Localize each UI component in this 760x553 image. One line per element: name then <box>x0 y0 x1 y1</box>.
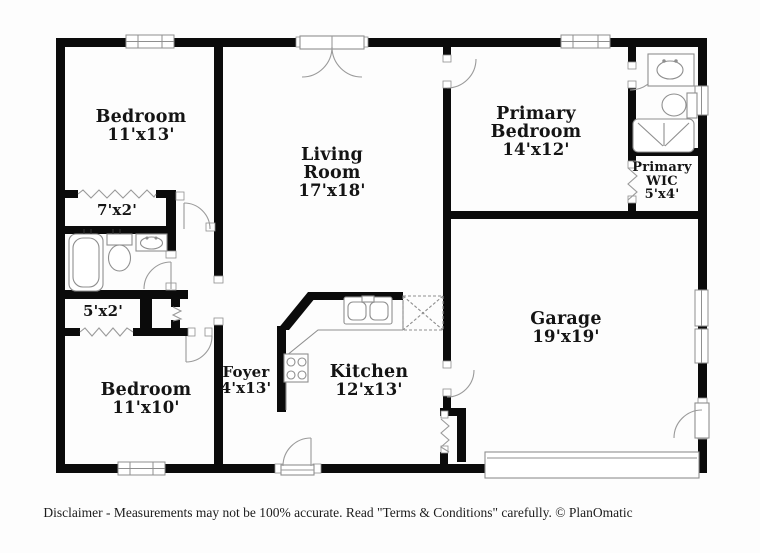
window <box>118 462 165 475</box>
door-jambs <box>166 37 707 473</box>
pantry-icon <box>403 296 443 330</box>
room-label-kitchen: Kitchen 12'x13' <box>329 362 409 400</box>
room-label-closet-lower: 5'x2' <box>82 302 124 320</box>
windows <box>118 35 708 475</box>
door-swing-arc <box>674 403 709 438</box>
door-swing-arc <box>186 336 212 362</box>
vanity-sink-icon <box>648 54 694 86</box>
toilet-icon <box>662 93 697 118</box>
bathtub-icon <box>69 229 103 291</box>
window <box>126 35 174 48</box>
room-label-primary-wic: Primary WIC 5'x4' <box>632 160 692 203</box>
bifold-door-zigzag <box>173 307 181 321</box>
disclaimer-text: Disclaimer - Measurements may not be 100% accurate. Read "Terms & Conditions" carefully. © PlanOmatic <box>43 505 633 520</box>
room-label-bedroom-lower: Bedroom 11'x10' <box>100 380 192 418</box>
garage-door <box>485 452 699 478</box>
window <box>561 35 610 48</box>
sink-icon <box>136 234 167 251</box>
room-label-primary-bedroom: Primary Bedroom 14'x12' <box>490 104 582 160</box>
room-label-foyer: Foyer 4'x13' <box>220 363 272 397</box>
wall-openings <box>165 37 708 474</box>
window <box>695 290 708 326</box>
stove-icon <box>284 354 308 382</box>
window <box>695 329 708 363</box>
closet-slider-zigzag <box>78 190 156 198</box>
room-label-garage: Garage 19'x19' <box>530 309 602 347</box>
room-label-closet-upper: 7'x2' <box>96 201 138 219</box>
closet-slider-zigzag <box>80 328 133 336</box>
double-door <box>300 36 364 77</box>
room-label-living-room: Living Room 17'x18' <box>298 145 366 201</box>
shower-icon <box>633 119 694 152</box>
room-label-bedroom-upper: Bedroom 11'x13' <box>95 107 187 145</box>
toilet-icon <box>107 229 132 271</box>
kitchen-sink-icon <box>344 296 392 324</box>
door-swing-arc <box>281 438 314 475</box>
